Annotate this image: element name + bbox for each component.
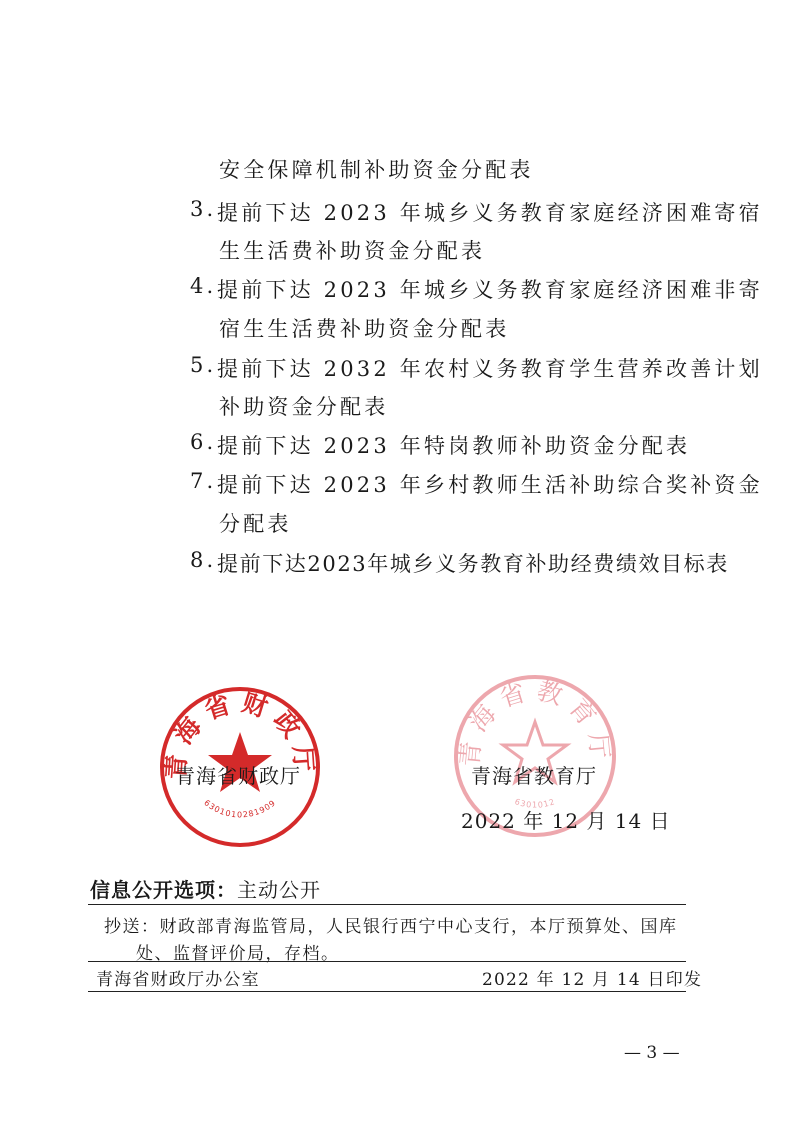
divider-middle bbox=[88, 961, 686, 962]
page-number: — 3 — bbox=[624, 1043, 680, 1063]
disclosure-label: 信息公开选项： bbox=[90, 878, 237, 902]
attachment-5-number: 5. bbox=[190, 353, 217, 377]
divider-bottom bbox=[88, 991, 686, 992]
education-seal-code: 6301012 bbox=[513, 797, 557, 810]
signature-date: 2022 年 12 月 14 日 bbox=[461, 809, 671, 833]
attachment-5-line1: 提前下达 2032 年农村义务教育学生营养改善计划 bbox=[217, 357, 763, 381]
cc-line-1: 抄送：财政部青海监管局，人民银行西宁中心支行，本厅预算处、国库 bbox=[104, 917, 678, 937]
attachment-4-number: 4. bbox=[190, 274, 217, 298]
attachment-4-line2: 宿生生活费补助资金分配表 bbox=[219, 317, 510, 341]
attachment-5-line2: 补助资金分配表 bbox=[219, 395, 389, 419]
attachment-8-number: 8. bbox=[190, 548, 217, 572]
finance-dept-signature: 青海省财政厅 bbox=[175, 764, 301, 788]
education-dept-signature: 青海省教育厅 bbox=[471, 764, 597, 788]
footer-issue-date: 2022 年 12 月 14 日印发 bbox=[482, 970, 703, 990]
attachment-3-line1: 提前下达 2023 年城乡义务教育家庭经济困难寄宿 bbox=[217, 201, 763, 225]
attachment-6-number: 6. bbox=[190, 430, 217, 454]
attachment-7-line2: 分配表 bbox=[219, 512, 292, 536]
footer-issuer: 青海省财政厅办公室 bbox=[96, 970, 260, 990]
divider-top bbox=[88, 904, 686, 905]
disclosure-option bbox=[90, 874, 321, 903]
attachment-3-number: 3. bbox=[190, 197, 217, 221]
attachment-7-line1: 提前下达 2023 年乡村教师生活补助综合奖补资金 bbox=[217, 473, 763, 497]
disclosure-value: 主动公开 bbox=[237, 878, 321, 902]
attachment-6-line1: 提前下达 2023 年特岗教师补助资金分配表 bbox=[217, 434, 691, 458]
finance-seal-text: 青海省财政厅 bbox=[161, 687, 319, 781]
cc-line-2: 处、监督评价局，存档。 bbox=[136, 944, 340, 964]
finance-seal-code: 6301010281909 bbox=[202, 798, 278, 820]
education-seal-text: 青海省教育厅 bbox=[454, 675, 616, 768]
attachment-8-line1: 提前下达2023年城乡义务教育补助经费绩效目标表 bbox=[217, 552, 729, 576]
attachment-7-number: 7. bbox=[190, 469, 217, 493]
attachment-3-line2: 生生活费补助资金分配表 bbox=[219, 239, 486, 263]
attachment-4-line1: 提前下达 2023 年城乡义务教育家庭经济困难非寄 bbox=[217, 278, 763, 302]
attachment-2-continuation: 安全保障机制补助资金分配表 bbox=[219, 158, 534, 182]
